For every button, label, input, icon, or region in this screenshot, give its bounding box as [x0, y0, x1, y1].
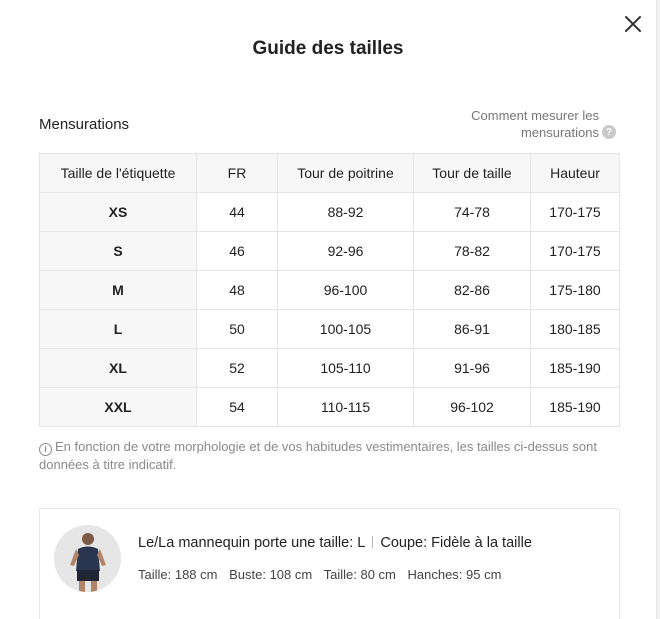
- table-cell: 96-102: [414, 388, 531, 427]
- table-cell: 48: [197, 271, 278, 310]
- table-cell: 88-92: [278, 193, 414, 232]
- table-row: [40, 388, 620, 427]
- table-row: [40, 232, 620, 271]
- table-row: [40, 349, 620, 388]
- disclaimer-text: En fonction de votre morphologie et de vos habitudes vestimentaires, les tailles ci-dessus sont données à titre indicatif.: [39, 439, 597, 472]
- table-row: [40, 271, 620, 310]
- size-label: XS: [40, 193, 197, 232]
- size-disclaimer: [39, 438, 619, 473]
- how-to-measure-link[interactable]: [449, 107, 616, 141]
- table-cell: 170-175: [531, 193, 620, 232]
- table-cell: 96-100: [278, 271, 414, 310]
- column-header: Tour de poitrine: [278, 154, 414, 193]
- size-label: S: [40, 232, 197, 271]
- model-waist: Taille: 80 cm: [323, 567, 396, 582]
- model-size-worn: Le/La mannequin porte une taille: L: [138, 535, 366, 551]
- column-header: Hauteur: [531, 154, 620, 193]
- table-row: [40, 310, 620, 349]
- size-label: L: [40, 310, 197, 349]
- model-measurements-line: [138, 567, 509, 582]
- table-cell: 92-96: [278, 232, 414, 271]
- table-cell: 44: [197, 193, 278, 232]
- model-height: Taille: 188 cm: [138, 567, 218, 582]
- scrollbar-track[interactable]: [656, 0, 660, 619]
- table-cell: 170-175: [531, 232, 620, 271]
- table-cell: 46: [197, 232, 278, 271]
- table-cell: 185-190: [531, 388, 620, 427]
- table-cell: 50: [197, 310, 278, 349]
- model-info-card: [39, 508, 620, 619]
- model-bust: Buste: 108 cm: [229, 567, 313, 582]
- model-avatar: [54, 525, 121, 592]
- measurements-heading: Mensurations: [39, 116, 130, 133]
- size-label: XL: [40, 349, 197, 388]
- size-label: XXL: [40, 388, 197, 427]
- table-cell: 74-78: [414, 193, 531, 232]
- table-cell: 110-115: [278, 388, 414, 427]
- modal-title: Guide des tailles: [252, 38, 404, 59]
- column-header: FR: [197, 154, 278, 193]
- size-label: M: [40, 271, 197, 310]
- info-icon: i: [39, 443, 52, 456]
- divider: [372, 536, 373, 548]
- close-button[interactable]: [622, 13, 644, 35]
- model-size-line: [138, 535, 532, 551]
- column-header: Tour de taille: [414, 154, 531, 193]
- model-fit: Coupe: Fidèle à la taille: [380, 535, 532, 551]
- table-cell: 185-190: [531, 349, 620, 388]
- table-cell: 175-180: [531, 271, 620, 310]
- table-row: [40, 193, 620, 232]
- help-icon: ?: [602, 125, 616, 139]
- table-cell: 100-105: [278, 310, 414, 349]
- table-cell: 78-82: [414, 232, 531, 271]
- table-cell: 91-96: [414, 349, 531, 388]
- table-cell: 180-185: [531, 310, 620, 349]
- table-cell: 82-86: [414, 271, 531, 310]
- column-header: Taille de l'étiquette: [40, 154, 197, 193]
- how-to-measure-label: Comment mesurer les mensurations: [471, 108, 599, 140]
- model-photo: [54, 525, 121, 592]
- table-cell: 52: [197, 349, 278, 388]
- table-cell: 54: [197, 388, 278, 427]
- table-cell: 86-91: [414, 310, 531, 349]
- model-hips: Hanches: 95 cm: [407, 567, 502, 582]
- table-header-row: [40, 154, 620, 193]
- table-cell: 105-110: [278, 349, 414, 388]
- close-icon: [622, 13, 644, 35]
- size-table: [39, 153, 620, 427]
